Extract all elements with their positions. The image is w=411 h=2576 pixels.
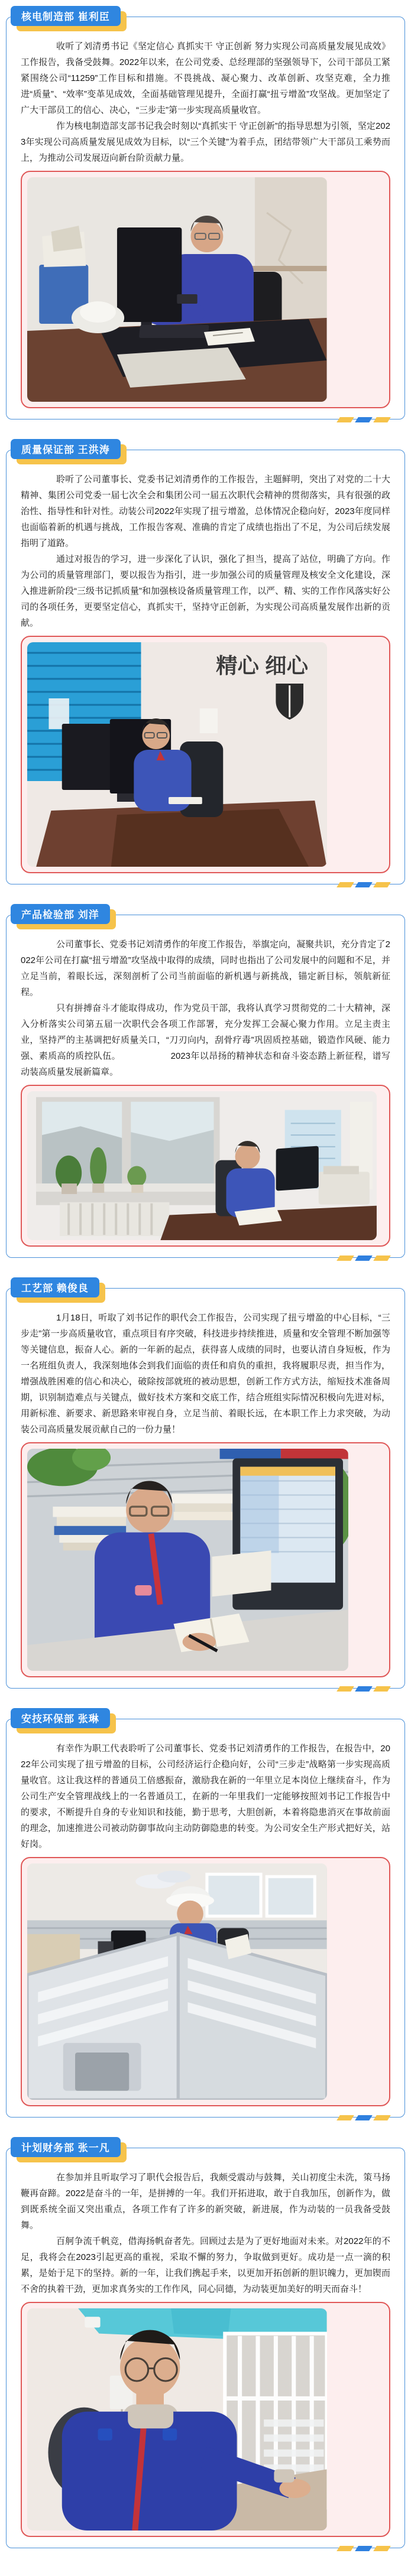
section-planning-finance xyxy=(6,2137,405,2548)
section-process-engineering xyxy=(6,1277,405,1689)
photo-2-illustration xyxy=(27,642,327,867)
paragraph: 通过对报告的学习，进一步深化了认识，强化了担当，提高了站位，明确了方向。作为公司的质量管理部门，要以报告为指引，进一步加强公司的质量管理及核安全文化建设，深入推进新阶段“三级书记抓质量”和加强核设备质量管理工作，以严、精、实的工作作风落实好公司的各项任务，更要坚定信心，真抓实干，坚持守正创新，为实现公司高质量发展作出新的贡献。 xyxy=(21,554,390,628)
photo-frame[interactable] xyxy=(21,636,390,873)
dash-icon xyxy=(336,2546,354,2551)
photo-4-illustration xyxy=(27,1449,348,1671)
paragraph: 公司董事长、党委书记刘清勇作的年度工作报告，举旗定向，凝聚共识，充分肯定了2022年公司在打赢“扭亏增盈”攻坚战中取得的成绩，同时也指出了公司发展中的问题和不足，并立足当前，着眼长远，深刻剖析了公司当前面临的新机遇与新挑战，锚定新目标，领航新征程。 xyxy=(21,939,390,997)
photo-cubicle-engineer xyxy=(27,1449,348,1671)
dept-badge-label: 质量保证部 王洪涛 xyxy=(11,439,121,459)
section-box xyxy=(6,2148,405,2548)
dash-icon xyxy=(355,882,373,887)
section-footer-dashes xyxy=(338,2115,389,2120)
section-footer-dashes xyxy=(338,1256,389,1261)
dash-icon xyxy=(373,2115,391,2120)
photo-office-window-plants xyxy=(27,1091,377,1240)
dash-icon xyxy=(355,2115,373,2120)
dept-badge-label: 安技环保部 张琳 xyxy=(11,1708,110,1728)
paragraph: 作为核电制造部支部书记我会时刻以“真抓实干 守正创新”的指导思想为引领，坚定2023年实现公司高质量发展见成效为目标，以“三个关键”为着手点，团结带领广大干部员工乘势而上，为推动公司发展迈向新台阶贡献力量。 xyxy=(21,121,390,163)
dash-icon xyxy=(373,882,391,887)
photo-frame[interactable] xyxy=(21,2302,390,2537)
wall-slogan-text: 精心 细心 xyxy=(216,653,309,678)
dash-icon xyxy=(336,1256,354,1261)
paragraph: 在参加并且听取学习了职代会报告后，我颇受震动与鼓舞，关山初度尘未洗，策马扬鞭再奋蹄。2022是奋斗的一年，是拼搏的一年。我们开拓进取，敢于自我加压，创新作为，做到既系统全面又突出重点，各项工作有了许多的新突破，新进展，作为动装的一员我备受鼓舞。 xyxy=(21,2172,390,2230)
section-box xyxy=(6,450,405,884)
photo-frame[interactable] xyxy=(21,1085,390,1247)
paragraph: 百舸争流千帆竞，借海扬帆奋者先。回顾过去是为了更好地面对未来。对2022年的不足，我将会在2023引起更高的重视，采取不懈的努力，争取做到更好。成功是一点一滴的积累，是始于足下的坚持。新的一年，让我们携起手来，以更加开拓创新的胆识魄力，更加锲而不舍的执着干劲，更加求真务实的工作作风，同心同德，为动装更加美好的明天而奋斗！ xyxy=(21,2236,390,2294)
paragraph: 只有拼搏奋斗才能取得成功，作为党员干部，我将认真学习贯彻党的二十大精神，深入分析落实公司第五届一次职代会各项工作部署，充分发挥工会凝心聚力作用。立足主责主业，坚持严的主基调把好质量关口，“刀刃向内，刮骨疗毒”巩固质控基础，锻造作风硬、能力强、素质高的质控队伍。 2023年以昂扬的精神状态和奋斗姿态踏上新征程，谱写动装高质量发展新篇章。 xyxy=(21,1003,390,1077)
photo-frame[interactable] xyxy=(21,1857,390,2106)
dept-badge xyxy=(11,1708,110,1728)
section-footer-dashes xyxy=(338,1686,389,1692)
dash-icon xyxy=(336,882,354,887)
dept-badge xyxy=(11,1277,99,1297)
photo-6-illustration xyxy=(27,2308,327,2531)
dash-icon xyxy=(355,1256,373,1261)
dept-badge xyxy=(11,2137,121,2157)
dept-badge xyxy=(11,904,110,924)
dept-badge xyxy=(11,6,121,26)
photo-3-illustration xyxy=(27,1091,377,1240)
section-box xyxy=(6,1719,405,2118)
dept-badge-label: 工艺部 赖俊良 xyxy=(11,1277,99,1297)
section-box xyxy=(6,1288,405,1689)
dash-icon xyxy=(373,1686,391,1692)
dept-badge-label: 计划财务部 张一凡 xyxy=(11,2137,121,2157)
dash-icon xyxy=(336,417,354,422)
paragraph: 有幸作为职工代表聆听了公司董事长、党委书记刘清勇作的工作报告，在报告中，2022年公司实现了扭亏增盈的目标，公司经济运行企稳向好，公司“三步走”战略第一步实现高质量收官。这让我这样的普通员工倍感振奋，激励我在新的一年里立足本岗位上继续奋斗，作为公司生产安全管理战线上的一名普通员工，在新的一年里我们一定能够按照刘书记工作报告中的要求，不断提升自身的专业知识和技能，勤于思考，大胆创新，本着将隐患消灭在事故前面的理念，加速推进公司被动防御事故向主动防御隐患的转变。为公司安全生产形式把好关，站好岗。 xyxy=(21,1744,390,1849)
section-footer-dashes xyxy=(338,417,389,422)
section-product-inspection xyxy=(6,904,405,1258)
dash-icon xyxy=(373,2546,391,2551)
dash-icon xyxy=(336,2115,354,2120)
section-box xyxy=(6,915,405,1258)
paragraph: 聆听了公司董事长、党委书记刘清勇作的工作报告，主题鲜明，突出了对党的二十大精神、集团公司党委一届七次全会和集团公司一届五次职代会精神的贯彻落实，具有很强的政治性、指导性和针对性。动装公司2022年实现了扭亏增盈，总体情况企稳向好，2023年度同样也面临着新的机遇与挑战，工作报告客观、准确的肯定了成绩也指出了不足，为公司后续发展指明了道路。 xyxy=(21,474,390,548)
photo-office-blinds-slogan xyxy=(27,642,327,867)
dash-icon xyxy=(355,417,373,422)
dash-icon xyxy=(373,1256,391,1261)
dash-icon xyxy=(355,2546,373,2551)
section-footer-dashes xyxy=(338,882,389,887)
photo-cubicle-hardhat xyxy=(27,1863,327,2100)
photo-frame[interactable] xyxy=(21,1442,390,1677)
dept-badge-label: 核电制造部 崔利臣 xyxy=(11,6,121,26)
dash-icon xyxy=(355,1686,373,1692)
photo-1-illustration xyxy=(27,177,327,402)
section-footer-dashes xyxy=(338,2546,389,2551)
section-nuclear-manufacturing xyxy=(6,6,405,419)
section-safety-environment xyxy=(6,1708,405,2118)
dash-icon xyxy=(373,417,391,422)
photo-frame[interactable] xyxy=(21,171,390,408)
section-box xyxy=(6,17,405,419)
photo-office-desk-writing xyxy=(27,177,327,402)
dept-badge xyxy=(11,439,121,459)
paragraph: 1月18日，听取了刘书记作的职代会工作报告，公司实现了扭亏增盈的中心目标，“三步走”第一步高质量收官，重点项目有序突破，科技进步持续推进，质量和安全管理不断加强等等关键信息，振奋人心。新的一年新的起点，获得喜人成绩的同时，也要认清自身短板，作为一名班组负责人，我深刻地体会到我们面临的责任和肩负的重担，我将履职尽责，担当作为，增强战胜困难的信心和决心，破除按部就班的被动思想，创新工作方式方法，缩短技术准备周期，识别制造难点与关键点，做好技术方案和交底工作，结合班组实际情况积极向先进对标，用新标准、新要求、新思路来审视自身，立足当前、着眼长远，在本职工作上力求突破，为动装公司高质量发展贡献自己的一份力量！ xyxy=(21,1313,390,1435)
section-quality-assurance xyxy=(6,439,405,884)
paragraph: 收听了刘清勇书记《坚定信心 真抓实干 守正创新 努力实现公司高质量发展见成效》工作报告，我备受鼓舞。2022年以来，在公司党委、总经理部的坚强领导下，公司干部员工紧紧围绕公司“11259”工作目标和措施。不畏挑战、凝心聚力、改革创新、攻坚克难，全力推进“质量”、“效率”变革见成效，全面基础管理见提升，全面打赢“扭亏增盈”攻坚战。更加坚定了广大干部员工的信心、决心，“三步走”第一步实现高质量收官。 xyxy=(21,41,390,115)
photo-selfie-finance xyxy=(27,2308,327,2531)
dept-badge-label: 产品检验部 刘洋 xyxy=(11,904,110,924)
dash-icon xyxy=(336,1686,354,1692)
photo-5-illustration xyxy=(27,1863,327,2100)
